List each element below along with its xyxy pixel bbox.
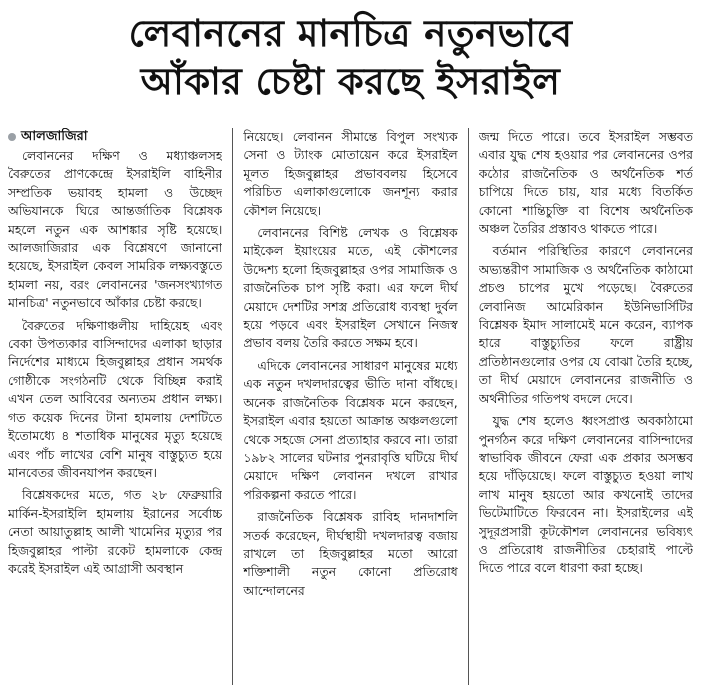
paragraph: বিশ্লেষকদের মতে, গত ২৮ ফেব্রুয়ারি মার্কিন-ইসরাইলি হামলায় ইরানের সর্বোচ্চ নেতা আয়াতুল্লাহ আলী খামেনির মৃত্যুর পর হিজবুল্লাহর পাল্টা রকেট হামলাকে কেন্দ্র করেই ইসরাইল এই আগ্রাসী অবস্থান [8,487,223,576]
headline-line-1: লেবাননের মানচিত্র নতুনভাবে [128,12,573,55]
article-columns [8,128,693,685]
paragraph: জন্ম দিতে পারে। তবে ইসরাইল সম্ভবত এবার যুদ্ধ শেষ হওয়ার পর লেবাননের ওপর কঠোর রাজনৈতিক ও অর্থনৈতিক শর্ত চাপিয়ে দিতে চায়, যার মধ্যে বিতর্কিত কোনো শান্তিচুক্তি বা বিশেষ অর্থনৈতিক অঞ্চল তৈরির প্রস্তাবও থাকতে পারে। [478,129,693,237]
headline [8,10,693,106]
column-divider [468,128,469,685]
paragraph: লেবাননের বিশিষ্ট লেখক ও বিশ্লেষক মাইকেল ইয়াংয়ের মতে, এই কৌশলের উদ্দেশ্য হলো হিজবুল্লাহর ওপর সামাজিক ও রাজনৈতিক চাপ সৃষ্টি করা। এর ফলে দীর্ঘ মেয়াদে দেশটির সশস্ত্র প্রতিরোধ ব্যবস্থা দুর্বল হয়ে পড়বে এবং ইসরাইল সেখানে নিজস্ব প্রভাব বলয় তৈরি করতে সক্ষম হবে। [243,225,458,351]
paragraph: এদিকে লেবাননের সাধারণ মানুষের মধ্যে এক নতুন দখলদারত্বের ভীতি দানা বাঁধছে। অনেক রাজনৈতিক বিশ্লেষক মনে করছেন, ইসরাইল এবার হয়তো আক্রান্ত অঞ্চলগুলো থেকে সহজে সেনা প্রত্যাহার করবে না। তারা ১৯৮২ সালের ঘটনার পুনরাবৃত্তি ঘটিয়ে দীর্ঘ মেয়াদে দক্ষিণ লেবানন দখলে রাখার পরিকল্পনা করতে পারে। [243,357,458,502]
column-3 [479,128,693,685]
byline-source: আলজাজিরা [21,129,88,144]
headline-line-2: আঁকার চেষ্টা করছে ইসরাইল [140,60,561,103]
paragraph: বৈরুতের দক্ষিণাঞ্চলীয় দাহিয়েহ এবং বেকা উপত্যকার বাসিন্দাদের এলাকা ছাড়ার নির্দেশের মাধ্যমে হিজবুল্লাহর প্রধান সমর্থক গোষ্ঠীকে সংগঠনটি থেকে বিচ্ছিন্ন করাই এখন তেল আবিবের অন্যতম প্রধান লক্ষ্য। গত কয়েক দিনের টানা হামলায় দেশটিতে ইতোমধ্যে ৪ শতাধিক মানুষের মৃত্যু হয়েছে এবং পাঁচ লাখের বেশি মানুষ বাস্তুচ্যুত হয়ে মানবেতর জীবনযাপন করছেন। [8,317,223,480]
paragraph: রাজনৈতিক বিশ্লেষক রাবিহ দানদাশলি সতর্ক করেছেন, দীর্ঘস্থায়ী দখলদারত্ব বজায় রাখলে তা হিজবুল্লাহর মতো আরো শক্তিশালী নতুন কোনো প্রতিরোধ আন্দোলনের [243,509,458,598]
paragraph: নিয়েছে। লেবানন সীমান্তে বিপুল সংখ্যক সেনা ও ট্যাংক মোতায়েন করে ইসরাইল মূলত হিজবুল্লাহর প্রভাববলয় হিসেবে পরিচিত এলাকাগুলোকে জনশূন্য করার কৌশল নিয়েছে। [243,129,458,218]
column-divider [232,128,233,685]
paragraph: বর্তমান পরিস্থিতির কারণে লেবাননের অভ্যন্তরীণ সামাজিক ও অর্থনৈতিক কাঠামো প্রচণ্ড চাপের মুখে পড়েছে। বৈরুতের লেবানিজ আমেরিকান ইউনিভার্সিটির বিশ্লেষক ইমাদ সালামেই মনে করেন, ব্যাপক হারে বাস্তুচ্যুতির ফলে রাষ্ট্রীয় প্রতিষ্ঠানগুলোর ওপর যে বোঝা তৈরি হচ্ছে, তা দীর্ঘ মেয়াদে লেবাননের রাজনীতি ও অর্থনীতির গতিপথ বদলে দেবে। [478,243,693,406]
byline [8,128,222,146]
paragraph: যুদ্ধ শেষ হলেও ধ্বংসপ্রাপ্ত অবকাঠামো পুনর্গঠন করে দক্ষিণ লেবাননের বাসিন্দাদের স্বাভাবিক জীবনে ফেরা এক প্রকার অসম্ভব হয়ে দাঁড়িয়েছে। ফলে বাস্তুচ্যুত হওয়া লাখ লাখ মানুষ হয়তো আর কখনোই তাদের ভিটেমাটিতে ফিরবেন না। ইসরাইলের এই সুদূরপ্রসারী কূটকৌশল লেবাননের ভবিষ্যৎ ও প্রতিরোধ রাজনীতির চেহারাই পাল্টে দিতে পারে বলে ধারণা করা হচ্ছে। [478,413,693,576]
column-2 [243,128,457,685]
bullet-dot-icon [8,133,16,141]
paragraph: লেবাননের দক্ষিণ ও মধ্যাঞ্চলসহ বৈরুতের প্রাণকেন্দ্রে ইসরাইলি বাহিনীর সম্প্রতিক ভয়াবহ হামলা ও উচ্ছেদ অভিযানকে ঘিরে আন্তর্জাতিক বিশ্লেষক মহলে নতুন এক আশঙ্কার সৃষ্টি হয়েছে। আলজাজিরার এক বিশ্লেষণে জানানো হয়েছে, ইসরাইল কেবল সামরিক লক্ষ্যবস্তুতে হামলা নয়, বরং লেবাননের 'জনসংখ্যাগত মানচিত্র' নতুনভাবে আঁকার চেষ্টা করছে। [8,148,223,311]
column-1 [8,128,222,685]
